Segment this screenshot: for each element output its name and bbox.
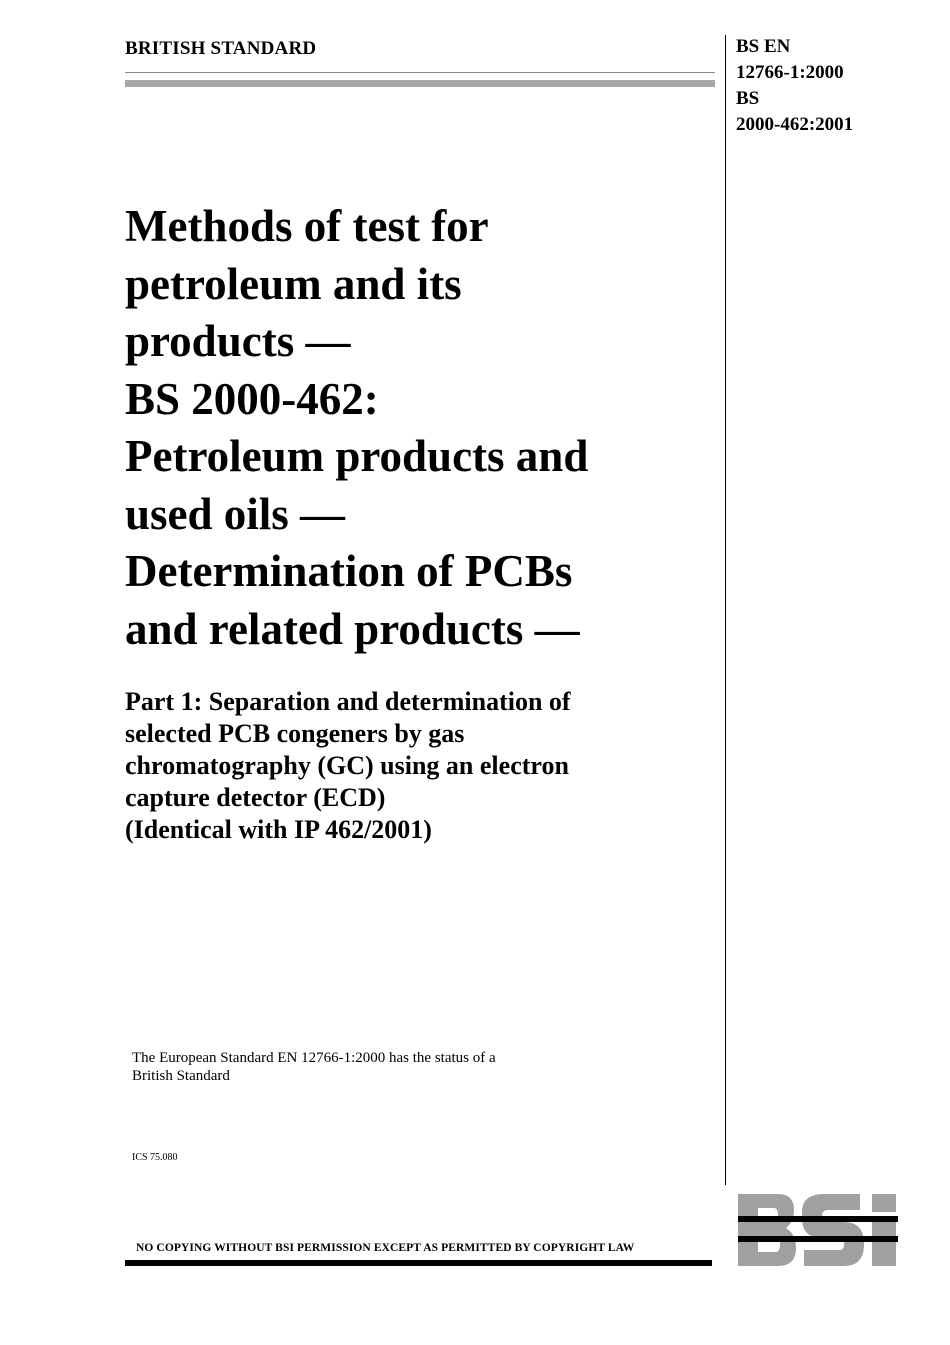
title-line: Methods of test for: [125, 201, 489, 251]
part-title-line: Part 1: Separation and determination of: [125, 687, 571, 716]
status-note: [132, 1049, 496, 1085]
standard-number-line: BS EN: [736, 36, 791, 57]
part-title-line: selected PCB congeners by gas: [125, 719, 465, 748]
header-label: BRITISH STANDARD: [125, 38, 317, 59]
part-title-line: capture detector (ECD): [125, 783, 386, 812]
title-line: petroleum and its: [125, 258, 462, 309]
status-note-line: The European Standard EN 12766-1:2000 has the status of a: [132, 1050, 496, 1066]
title-line: products —: [125, 316, 351, 366]
title-line: BS 2000-462:: [125, 373, 379, 424]
header-thin-rule: [125, 72, 715, 73]
status-note-line: British Standard: [132, 1068, 230, 1084]
title-line: used oils —: [125, 488, 346, 539]
vertical-divider: [725, 35, 726, 1185]
standard-number-line: 12766-1:2000: [736, 62, 844, 83]
title-line: Petroleum products and: [125, 431, 589, 481]
part-title-line: chromatography (GC) using an electron: [125, 751, 569, 780]
standard-number-line: BS: [736, 88, 760, 109]
document-title: [125, 198, 725, 658]
ics-code: ICS 75.080: [132, 1152, 178, 1163]
bsi-logo-icon: [736, 1192, 900, 1268]
standard-numbers: [736, 34, 853, 138]
header-thick-rule: [125, 80, 715, 87]
part-title-line: (Identical with IP 462/2001): [125, 815, 432, 844]
standard-number-line: 2000-462:2001: [736, 114, 854, 135]
copyright-notice: NO COPYING WITHOUT BSI PERMISSION EXCEPT AS PERMITTED BY COPYRIGHT LAW: [136, 1242, 635, 1254]
title-line: Determination of PCBs: [125, 546, 573, 596]
part-title: [125, 686, 715, 846]
footer-rule: [125, 1260, 712, 1266]
title-line: and related products —: [125, 603, 580, 654]
